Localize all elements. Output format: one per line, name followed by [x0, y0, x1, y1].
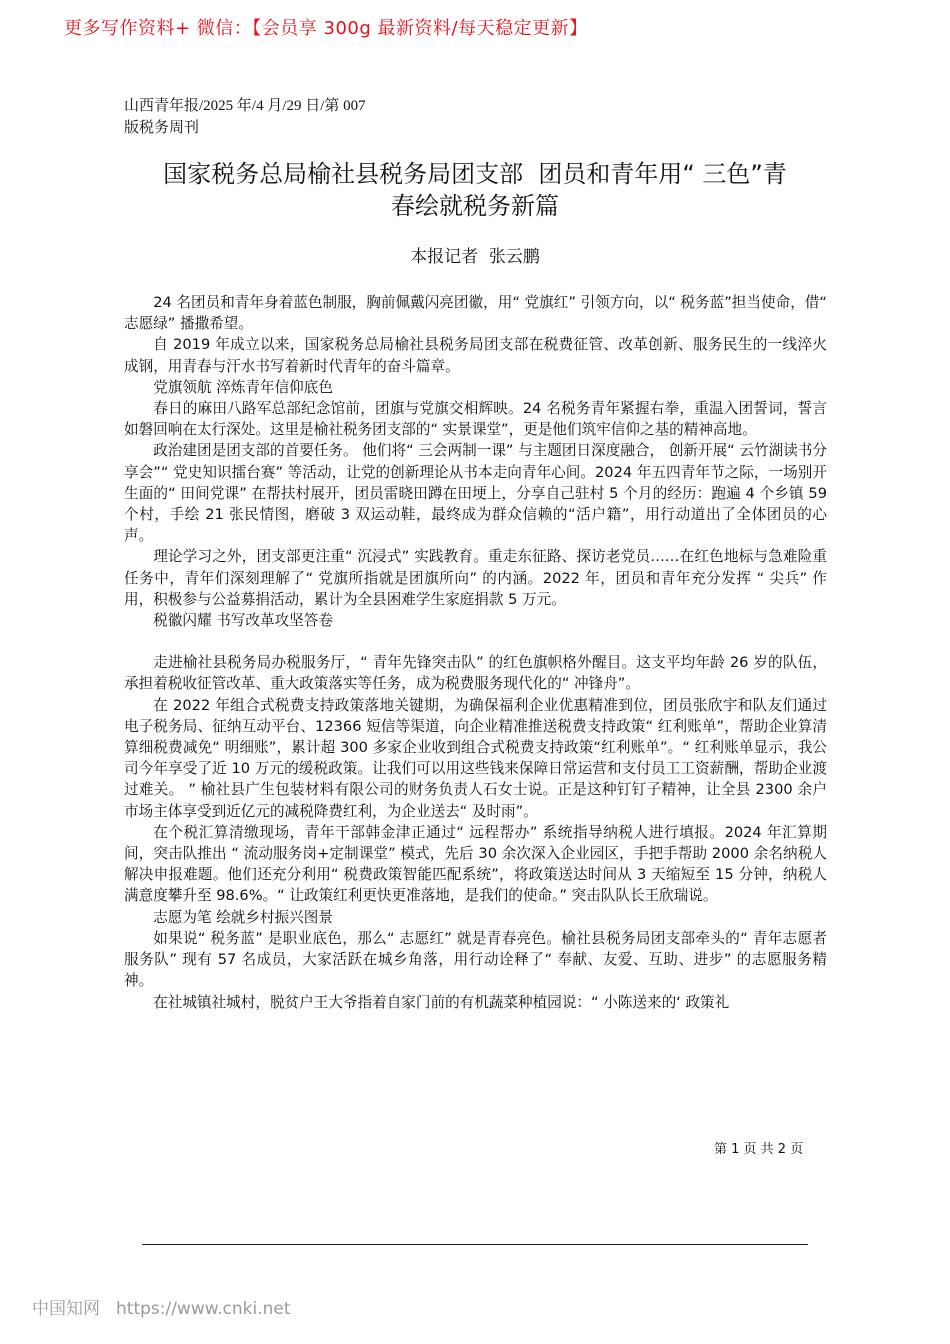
footer-divider — [142, 1244, 808, 1245]
section-heading: 税徽闪耀 书写改革攻坚答卷 — [153, 612, 333, 630]
paragraph: 24 名团员和青年身着蓝色制服，胸前佩戴闪亮团徽，用“ 党旗红” 引领方向，以“ 税务蓝”担当使命，借“ 志愿绿” 播撒希望。 — [124, 294, 827, 333]
article-title — [120, 158, 830, 222]
section-heading: 志愿为笔 绘就乡村振兴图景 — [153, 908, 333, 926]
paragraph: 在 2022 年组合式税费支持政策落地关键期，为确保福利企业优惠精准到位，团员张欣宇和队友们通过电子税务局、征纳互动平台、12366 短信等渠道，向企业精准推送税费支持政策“ 红利账单”，帮助企业算清算细税费减免“ 明细账”，累计超 300 多家企业收到组合式税费支持政策“红利账单”。“ 红利账单显示，我公司今年享受了近 10 万元的缓税政策。让我们可以用这些钱来保障日常运营和支付员工工资薪酬，帮助企业渡过难关。 ” 榆社县广生包装材料有限公司的财务负责人石女士说。正是这种钉钉子精神，让全县 2300 余户市场主体享受到近亿元的减税降费红利，为企业送去“ 及时雨”。 — [124, 696, 827, 820]
title-line-1: 国家税务总局榆社县税务局团支部 团员和青年用“ 三色”青 — [163, 160, 787, 188]
section-heading: 党旗领航 淬炼青年信仰底色 — [153, 378, 333, 396]
paragraph: 在社城镇社城村，脱贫户王大爷指着自家门前的有机蔬菜种植园说：“ 小陈送来的‘ 政策礼 — [153, 993, 730, 1011]
title-line-2: 春绘就税务新篇 — [391, 192, 559, 220]
paragraph: 在个税汇算清缴现场，青年干部韩金津正通过“ 远程帮办” 系统指导纳税人进行填报。2024 年汇算期间，突击队推出 “ 流动服务岗+定制课堂” 模式，先后 30 余次深入企业园区，手把手帮助 2000 余名纳税人解决申报难题。他们还充分利用“ 税费政策智能匹配系统”，将政策送达时间从 3 天缩短至 15 分钟，纳税人满意度攀升至 98.6%。“ 让政策红利更快更准落地，是我们的使命。” 突击队队长王欣瑞说。 — [124, 823, 827, 905]
paragraph: 春日的麻田八路军总部纪念馆前，团旗与党旗交相辉映。24 名税务青年紧握右拳，重温入团誓词，誓言如磐回响在太行深处。这里是榆社税务团支部的“ 实景课堂”，更是他们筑牢信仰之基的精神高地。 — [124, 400, 827, 439]
promo-banner: 更多写作资料+ 微信：【会员享 300g 最新资料/每天稳定更新】 — [64, 18, 588, 39]
paragraph: 理论学习之外，团支部更注重“ 沉浸式” 实践教育。重走东征路、探访老党员……在红色地标与急难险重任务中，青年们深刻理解了“ 党旗所指就是团旗所向” 的内涵。2022 年，团员和青年充分发挥 “ 尖兵” 作用，积极参与公益募捐活动，累计为全县困难学生家庭捐款 5 万元。 — [124, 548, 827, 608]
paragraph: 走进榆社县税务局办税服务厅，“ 青年先锋突击队” 的红色旗帜格外醒目。这支平均年龄 26 岁的队伍，承担着税收征管改革、重大政策落实等任务，成为税费服务现代化的“ 冲锋舟”。 — [124, 654, 827, 693]
article-author: 本报记者 张云鹏 — [410, 247, 540, 267]
source-info — [124, 95, 366, 139]
source-line-1: 山西青年报/2025 年/4 月/29 日/第 007 — [124, 98, 366, 114]
footer-url[interactable]: https://www.cnki.net — [116, 1299, 291, 1319]
article-body — [124, 292, 827, 1013]
footer-brand: 中国知网 — [32, 1299, 100, 1319]
footer-watermark — [32, 1294, 290, 1319]
paragraph: 政治建团是团支部的首要任务。 他们将“ 三会两制一课” 与主题团日深度融合， 创新开展“ 云竹湖读书分享会”“ 党史知识擂台赛” 等活动，让党的创新理论从书本走向青年心间。2024 年五四青年节之际，一场别开生面的“ 田间党课” 在帮扶村展开，团员雷晓田蹲在田埂上，分享自己驻村 5 个月的经历：跑遍 4 个乡镇 59 个村，手绘 21 张民情图，磨破 3 双运动鞋，最终成为群众信赖的“活户籍”，用行动道出了全体团员的心声。 — [124, 442, 827, 545]
page-indicator: 第 1 页 共 2 页 — [714, 1142, 804, 1157]
paragraph: 自 2019 年成立以来，国家税务总局榆社县税务局团支部在税费征管、改革创新、服务民生的一线淬火成钢，用青春与汗水书写着新时代青年的奋斗篇章。 — [124, 336, 827, 375]
paragraph: 如果说“ 税务蓝” 是职业底色，那么“ 志愿红” 就是青春亮色。榆社县税务局团支部牵头的“ 青年志愿者服务队” 现有 57 名成员，大家活跃在城乡角落，用行动诠释了“ 奉献、友爱、互助、进步” 的志愿服务精神。 — [124, 929, 827, 990]
source-line-2: 版税务周刊 — [124, 120, 200, 136]
